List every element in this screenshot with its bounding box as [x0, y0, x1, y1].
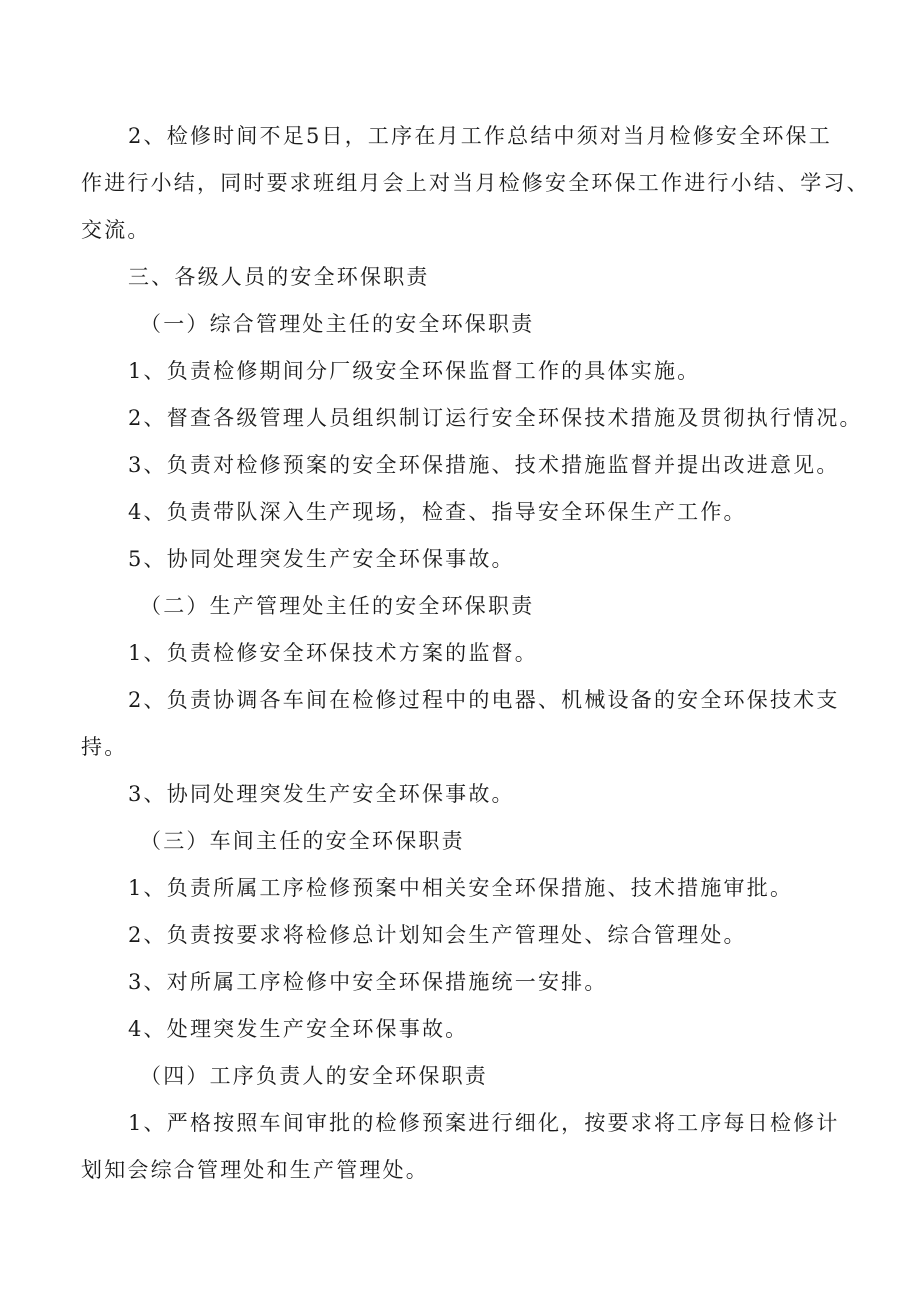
list-item: 3、负责对检修预案的安全环保措施、技术措施监督并提出改进意见。	[128, 453, 840, 477]
list-item: 4、负责带队深入生产现场，检查、指导安全环保生产工作。	[128, 500, 747, 524]
list-item: 3、协同处理突发生产安全环保事故。	[128, 782, 515, 806]
list-item: 2、负责按要求将检修总计划知会生产管理处、综合管理处。	[128, 923, 747, 947]
subsection-heading: （三）车间主任的安全环保职责	[140, 829, 465, 853]
list-item: 4、处理突发生产安全环保事故。	[128, 1017, 469, 1041]
paragraph-line: 交流。	[81, 218, 151, 242]
list-item-continuation: 持。	[81, 735, 128, 759]
list-item: 3、对所属工序检修中安全环保措施统一安排。	[128, 970, 608, 994]
section-heading: 三、各级人员的安全环保职责	[128, 265, 430, 289]
paragraph-line: 2、检修时间不足5日，工序在月工作总结中须对当月检修安全环保工	[128, 124, 832, 148]
list-item: 1、负责检修期间分厂级安全环保监督工作的具体实施。	[128, 359, 701, 383]
list-item: 2、负责协调各车间在检修过程中的电器、机械设备的安全环保技术支	[128, 688, 840, 712]
list-item-continuation: 划知会综合管理处和生产管理处。	[81, 1158, 429, 1182]
paragraph-line: 作进行小结，同时要求班组月会上对当月检修安全环保工作进行小结、学习、	[81, 171, 870, 195]
list-item: 5、协同处理突发生产安全环保事故。	[128, 547, 515, 571]
subsection-heading: （四）工序负责人的安全环保职责	[140, 1064, 488, 1088]
list-item: 1、负责检修安全环保技术方案的监督。	[128, 641, 538, 665]
subsection-heading: （二）生产管理处主任的安全环保职责	[140, 594, 535, 618]
subsection-heading: （一）综合管理处主任的安全环保职责	[140, 312, 535, 336]
list-item: 1、负责所属工序检修预案中相关安全环保措施、技术措施审批。	[128, 876, 794, 900]
list-item: 1、严格按照车间审批的检修预案进行细化，按要求将工序每日检修计	[128, 1111, 840, 1135]
list-item: 2、督查各级管理人员组织制订运行安全环保技术措施及贯彻执行情况。	[128, 406, 863, 430]
